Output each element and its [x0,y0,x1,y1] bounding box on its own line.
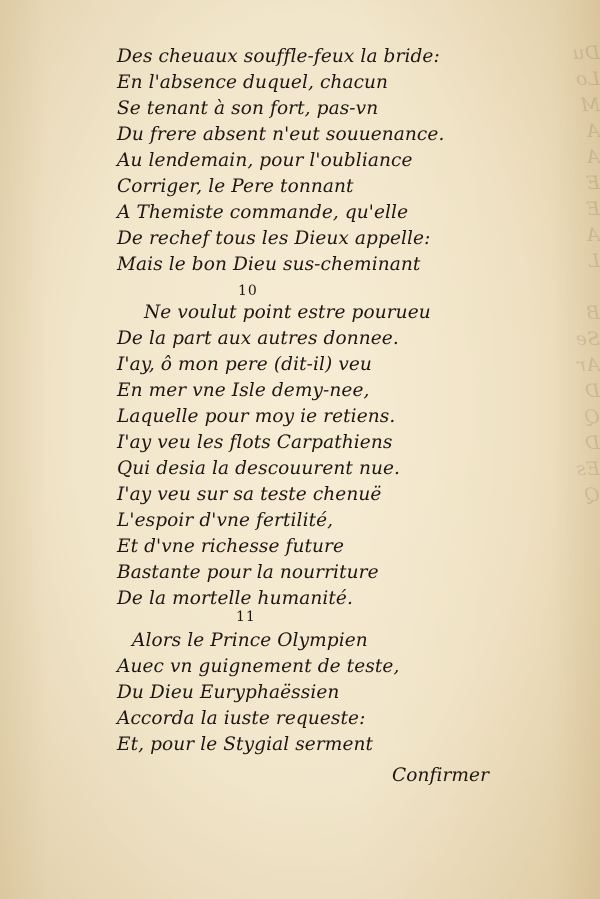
verse-line: Du frere absent n'eut souuenance. [117,124,445,145]
verse-line: Au lendemain, pour l'oubliance [117,150,413,171]
verse-line: Qui desia la descouurent nue. [117,458,401,479]
verse-line: En mer vne Isle demy-nee, [117,380,370,401]
stanza-number: 11 [236,609,256,625]
verse-line: A Themiste commande, qu'elle [117,202,409,223]
verse-line: De rechef tous les Dieux appelle: [117,228,431,249]
verse-line: Et d'vne richesse future [117,536,345,557]
verse-line: En l'absence duquel, chacun [117,72,389,93]
verse-line: Laquelle pour moy ie retiens. [117,406,396,427]
verse-line: Auec vn guignement de teste, [117,656,400,677]
verse-line: L'espoir d'vne fertilité, [117,510,334,531]
verse-line: Du Dieu Euryphaëssien [117,682,340,703]
verse-line: Des cheuaux souffle-feux la bride: [117,46,440,67]
verse-line: Bastante pour la nourriture [117,562,379,583]
verse-line: Ne voulut point estre pourueu [144,302,431,323]
verse-line: Mais le bon Dieu sus-cheminant [117,254,421,275]
verse-line: Accorda la iuste requeste: [117,708,366,729]
verse-line: Se tenant à son fort, pas-vn [117,98,379,119]
verse-line: De la mortelle humanité. [117,588,353,609]
verse-line: Alors le Prince Olympien [132,630,368,651]
verse-line: De la part aux autres donnee. [117,328,399,349]
verse-line: Corriger, le Pere tonnant [117,176,354,197]
verse-line: I'ay veu sur sa teste chenuë [117,484,382,505]
verse-line: Et, pour le Stygial serment [117,734,374,755]
verse-line: I'ay veu les flots Carpathiens [117,432,393,453]
show-through-text: Du Lo M A A E E A L B Se Ar D Q D Es Q [572,42,600,506]
catchword: Confirmer [392,765,490,786]
stanza-number: 10 [238,283,258,299]
verse-line: I'ay, ô mon pere (dit-il) veu [117,354,372,375]
